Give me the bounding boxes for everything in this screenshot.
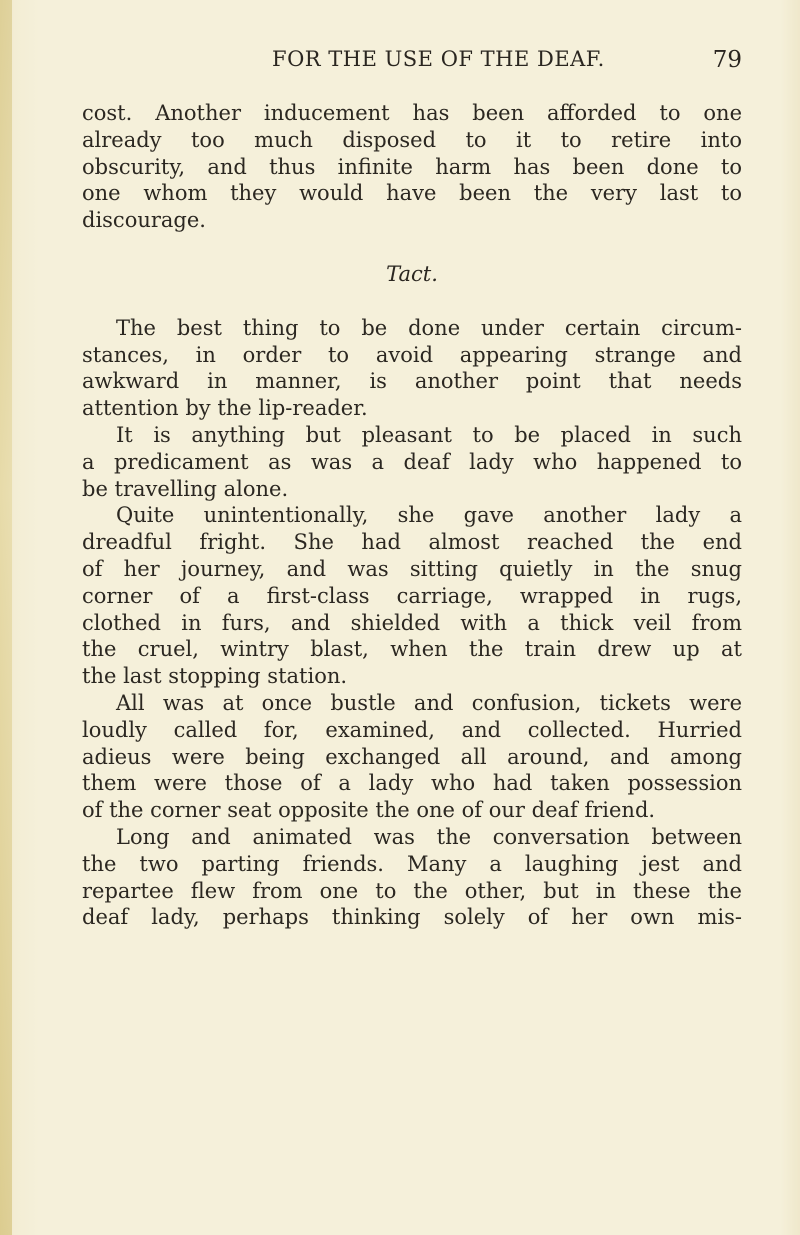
paragraph <box>82 824 742 931</box>
text-line: discourage. <box>82 208 206 233</box>
text-line: Long and animated was the conversation between <box>116 824 742 849</box>
text-line: corner of a first-class carriage, wrapped in rugs, <box>82 583 742 608</box>
text-line: them were those of a lady who had taken possession <box>82 771 742 796</box>
text-line: deaf lady, perhaps thinking solely of her own mis- <box>82 905 742 930</box>
text-line: clothed in furs, and shielded with a thick veil from <box>82 610 742 635</box>
text-line: the cruel, wintry blast, when the train drew up at <box>82 637 742 662</box>
text-line: be travelling alone. <box>82 476 289 501</box>
text-line: Quite unintentionally, she gave another lady a <box>116 503 742 528</box>
text-line: loudly called for, examined, and collected. Hurried <box>82 717 742 742</box>
text-line: It is anything but pleasant to be placed in such <box>116 422 742 447</box>
text-line: the two parting friends. Many a laughing jest and <box>82 851 742 876</box>
text-line: attention by the lip-reader. <box>82 396 368 421</box>
body-text <box>82 100 742 931</box>
text-line: All was at once bustle and confusion, tickets were <box>116 690 742 715</box>
page-number: 79 <box>712 47 742 73</box>
text-line: one whom they would have been the very last to <box>82 181 742 206</box>
text-line: dreadful fright. She had almost reached the end <box>82 530 742 555</box>
paragraph <box>82 690 742 824</box>
text-line: of her journey, and was sitting quietly in the snug <box>82 556 742 581</box>
paragraph <box>82 100 742 234</box>
text-line: a predicament as was a deaf lady who happened to <box>82 449 742 474</box>
paragraph <box>82 422 742 502</box>
running-head-title: FOR THE USE OF THE DEAF. <box>272 47 605 71</box>
page-gutter-edge <box>0 0 12 1235</box>
text-line: awkward in manner, is another point that needs <box>82 369 742 394</box>
running-head <box>82 47 742 83</box>
text-line: of the corner seat opposite the one of our deaf friend. <box>82 798 656 823</box>
paragraph <box>82 315 742 422</box>
paragraph <box>82 502 742 690</box>
text-line: already too much disposed to it to retire into <box>82 127 742 152</box>
text-line: adieus were being exchanged all around, and among <box>82 744 742 769</box>
text-line: stances, in order to avoid appearing strange and <box>82 342 742 367</box>
text-line: the last stopping station. <box>82 664 348 689</box>
text-line: The best thing to be done under certain circum- <box>116 315 742 340</box>
text-line: obscurity, and thus infinite harm has been done to <box>82 154 742 179</box>
section-heading: Tact. <box>386 261 438 286</box>
text-line: repartee flew from one to the other, but in these the <box>82 878 742 903</box>
text-line: cost. Another inducement has been afforded to one <box>82 101 742 125</box>
